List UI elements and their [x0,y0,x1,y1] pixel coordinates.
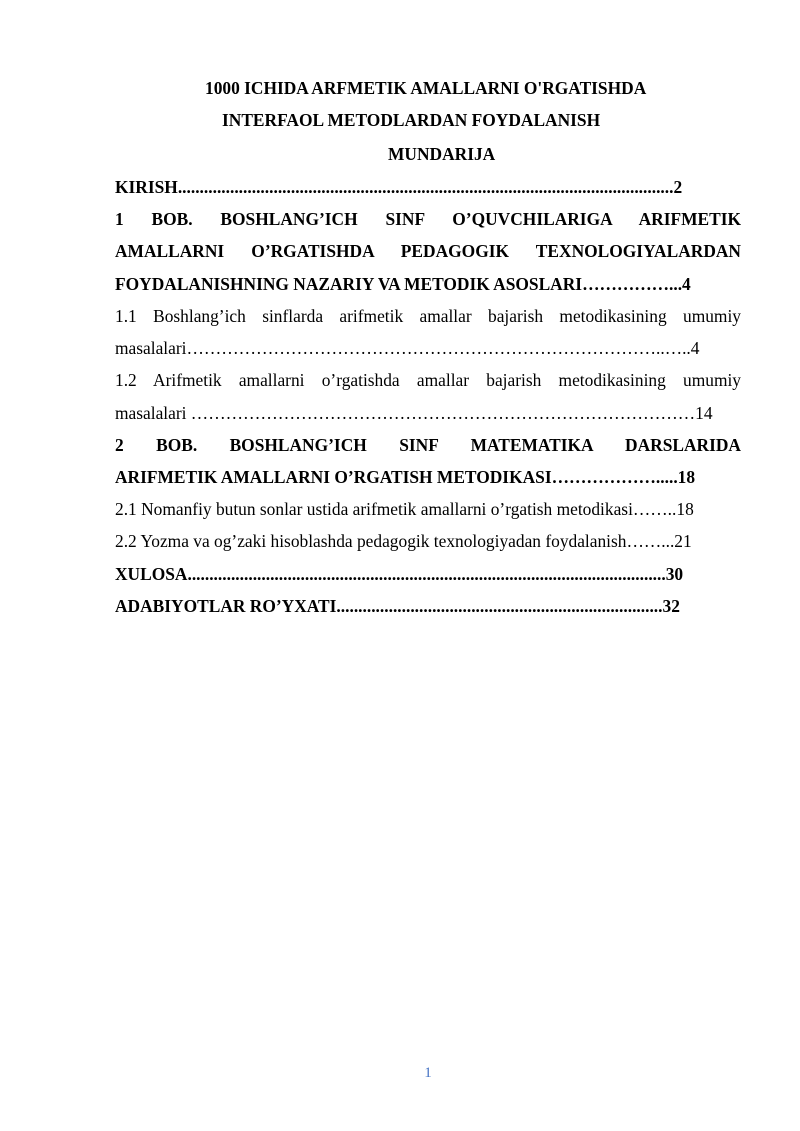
toc-entry-chapter1-line1: 1 BOB. BOSHLANG’ICH SINF O’QUVCHILARIGA ARIFMETIK [115,209,741,229]
page-number: 1 [424,1065,432,1081]
toc-entry-section21: 2.1 Nomanfiy butun sonlar ustida arifmetik amallarni o’rgatish metodikasi……..18 [115,499,694,519]
toc-entry-chapter1-line2: AMALLARNI O’RGATISHDA PEDAGOGIK TEXNOLOGIYALARDAN [115,241,741,261]
toc-entry-section22: 2.2 Yozma va og’zaki hisoblashda pedagogik texnologiyadan foydalanish……...21 [115,531,692,551]
toc-entry-chapter2-line2: ARIFMETIK AMALLARNI O’RGATISH METODIKASI……………….....18 [115,467,696,487]
toc-entry-kirish: KIRISH..................................................................................................................2 [115,177,683,197]
toc-entry-adabiyotlar: ADABIYOTLAR RO’YXATI...........................................................................32 [115,596,680,616]
toc-entry-section12-line2: masalalari ……………………………………………………………………………14 [115,403,713,423]
toc-entry-section12-line1: 1.2 Arifmetik amallarni o’rgatishda amallar bajarish metodikasining umumiy [115,370,741,390]
title-line-1: 1000 ICHIDA ARFMETIK AMALLARNI O'RGATISHDA [205,78,647,98]
toc-heading: MUNDARIJA [388,144,496,164]
toc-entry-xulosa: XULOSA..............................................................................................................30 [115,564,684,584]
toc-entry-chapter2-line1: 2 BOB. BOSHLANG’ICH SINF MATEMATIKA DARSLARIDA [115,435,741,455]
title-line-2: INTERFAOL METODLARDAN FOYDALANISH [222,110,601,130]
toc-entry-chapter1-line3: FOYDALANISHNING NAZARIY VA METODIK ASOSLARI……………...4 [115,274,691,294]
toc-entry-section11-line2: masalalari………………………………………………………………………..…..4 [115,338,700,358]
toc-entry-section11-line1: 1.1 Boshlang’ich sinflarda arifmetik amallar bajarish metodikasining umumiy [115,306,741,326]
